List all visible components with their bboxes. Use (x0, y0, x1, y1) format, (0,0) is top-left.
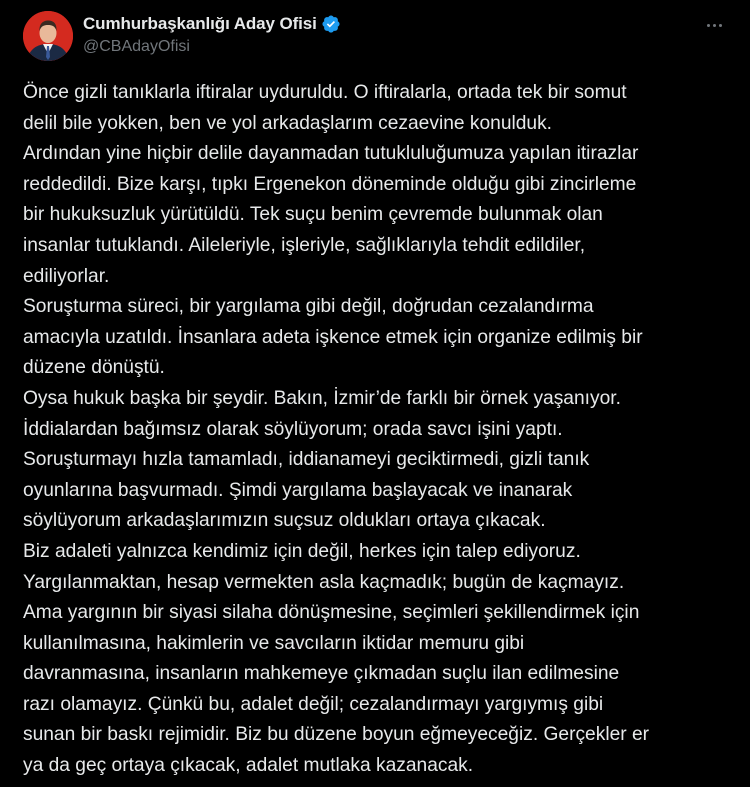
author-info (83, 13, 341, 56)
avatar-portrait-icon (23, 11, 73, 61)
tweet-text-line: kullanılmasına, hakimlerin ve savcıların iktidar memuru gibi (23, 632, 525, 654)
tweet-text-line: Biz adaleti yalnızca kendimiz için değil, herkes için talep ediyoruz. (23, 540, 581, 562)
more-horizontal-icon-dot (707, 24, 710, 27)
tweet-text-line: Soruşturmayı hızla tamamladı, iddianameyi geciktirmedi, gizli tanık (23, 449, 590, 471)
tweet-header (23, 11, 734, 61)
tweet-text-line: ediliyorlar. (23, 265, 110, 287)
author-display-name[interactable]: Cumhurbaşkanlığı Aday Ofisi (83, 14, 317, 33)
more-horizontal-icon-dot (719, 24, 722, 27)
tweet-text-line: insanlar tutuklandı. Aileleriyle, işleriyle, sağlıklarıyla tehdit edildiler, (23, 234, 586, 256)
more-horizontal-icon-dot (713, 24, 716, 27)
tweet-text-line: söylüyorum arkadaşlarımızın suçsuz oldukları ortaya çıkacak. (23, 510, 546, 532)
tweet-text-line: davranmasına, insanların mahkemeye çıkmadan suçlu ilan edilmesine (23, 663, 620, 685)
more-options-button[interactable] (700, 13, 728, 37)
tweet-text-line: Ama yargının bir siyasi silaha dönüşmesine, seçimleri şekillendirmek için (23, 602, 640, 624)
tweet-text-line: İddialardan bağımsız olarak söylüyorum; orada savcı işini yaptı. (23, 418, 563, 440)
tweet-text-line: Yargılanmaktan, hesap vermekten asla kaçmadık; bugün de kaçmayız. (23, 571, 625, 593)
author-name-row (83, 13, 341, 35)
tweet-text-line: Önce gizli tanıklarla iftiralar uyduruldu. O iftiralarla, ortada tek bir somut (23, 82, 627, 103)
tweet-text-line: delil bile yokken, ben ve yol arkadaşlarım cezaevine konulduk. (23, 112, 553, 134)
tweet-text-line: amacıyla uzatıldı. İnsanlara adeta işkence etmek için organize edilmiş bir (23, 326, 643, 348)
tweet-text-line: Soruşturma süreci, bir yargılama gibi değil, doğrudan cezalandırma (23, 296, 594, 318)
verified-badge-icon[interactable] (321, 14, 341, 34)
avatar[interactable] (23, 11, 73, 61)
tweet-text-line: Oysa hukuk başka bir şeydir. Bakın, İzmir’de farklı bir örnek yaşanıyor. (23, 387, 621, 409)
tweet-text-line: Ardından yine hiçbir delile dayanmadan tutukluluğumuza yapılan itirazlar (23, 143, 639, 165)
tweet-text-line: sunan bir baskı rejimidir. Biz bu düzene boyun eğmeyeceğiz. Gerçekler er (23, 724, 650, 746)
tweet-text-line: ya da geç ortaya çıkacak, adalet mutlaka kazanacak. (23, 755, 474, 777)
tweet-text-line: razı olamayız. Çünkü bu, adalet değil; cezalandırmayı yargıymış gibi (23, 693, 604, 715)
tweet-text-line: düzene dönüştü. (23, 357, 165, 379)
author-handle[interactable]: @CBAdayOfisi (83, 38, 190, 55)
tweet-text (23, 78, 733, 782)
tweet-text-line: bir hukuksuzluk yürütüldü. Tek suçu benim çevremde bulunmak olan (23, 204, 603, 226)
tweet-text-line: reddedildi. Bize karşı, tıpkı Ergenekon döneminde olduğu gibi zincirleme (23, 173, 637, 195)
tweet-text-line: oyunlarına başvurmadı. Şimdi yargılama başlayacak ve inanarak (23, 479, 573, 501)
